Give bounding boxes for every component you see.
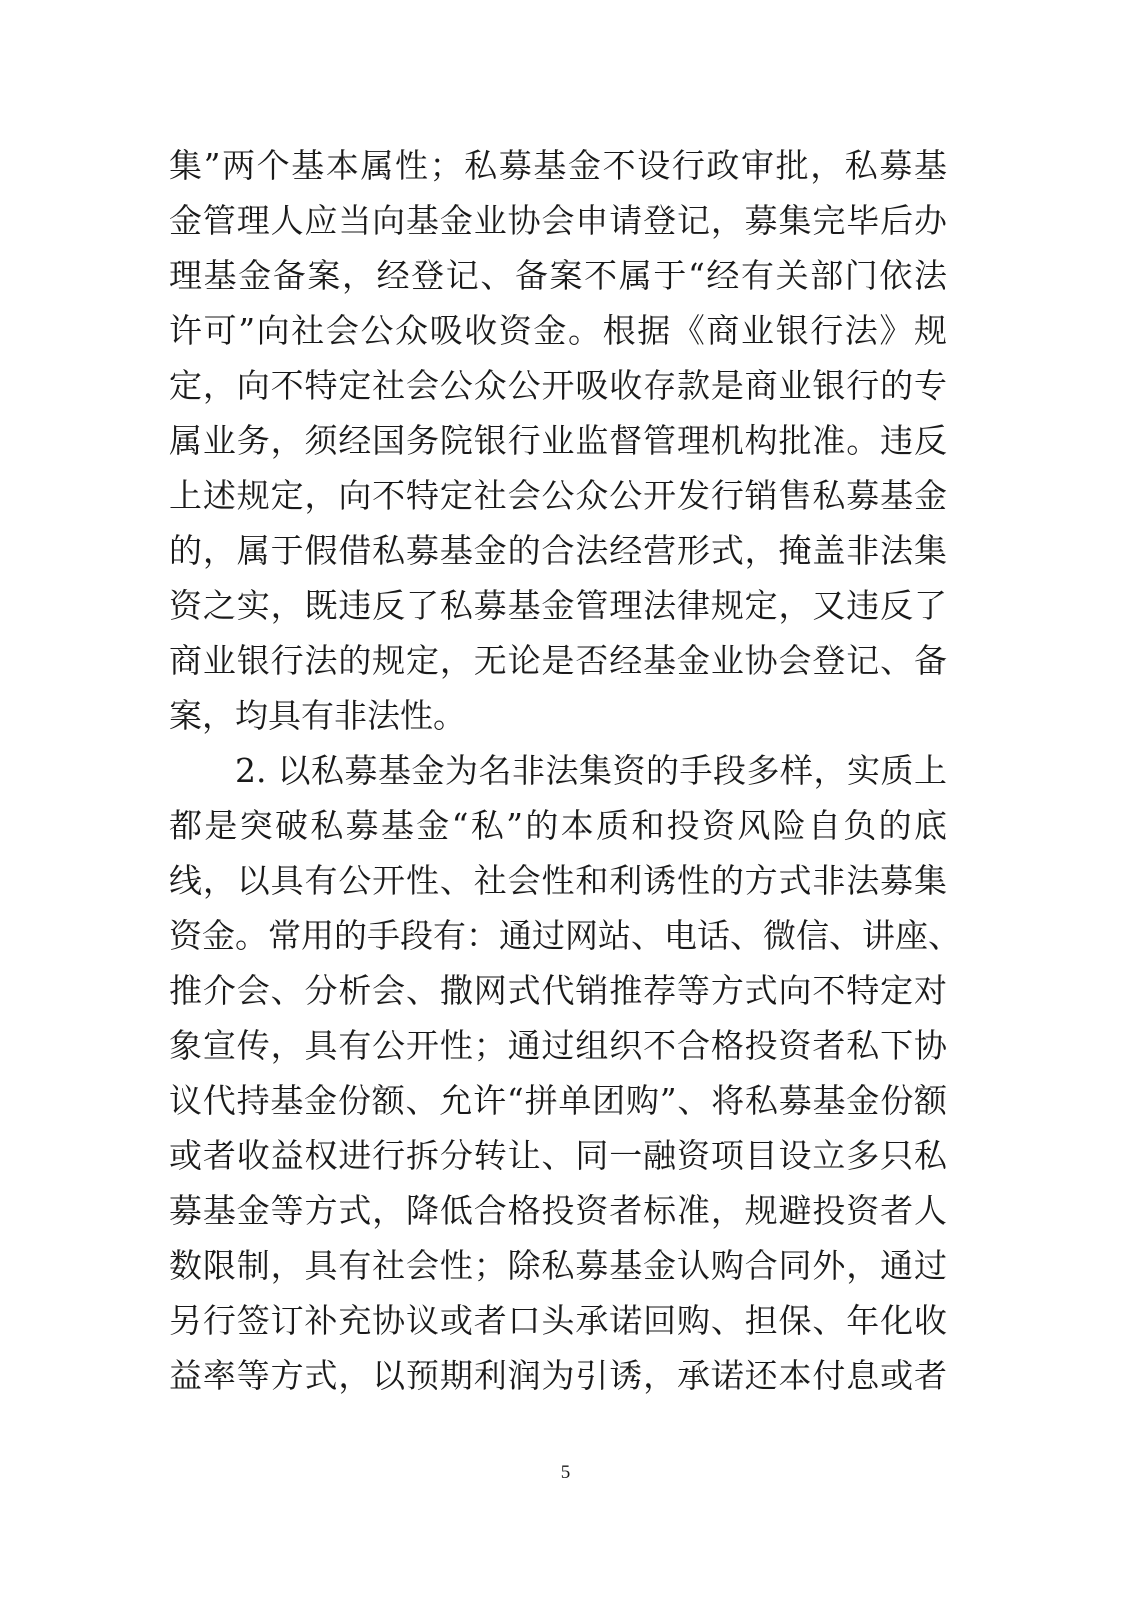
body-text-line: 另行签订补充协议或者口头承诺回购、担保、年化收 <box>169 1301 947 1340</box>
page-number: 5 <box>560 1462 571 1483</box>
body-text-line: 线，以具有公开性、社会性和利诱性的方式非法募集 <box>169 861 947 900</box>
body-text-line: 或者收益权进行拆分转让、同一融资项目设立多只私 <box>169 1136 947 1175</box>
body-text-line: 议代持基金份额、允许“拼单团购”、将私募基金份额 <box>169 1081 947 1120</box>
body-text-line: 资之实，既违反了私募基金管理法律规定，又违反了 <box>169 586 947 625</box>
body-text-line: 推介会、分析会、撒网式代销推荐等方式向不特定对 <box>169 971 947 1010</box>
body-text-line: 许可”向社会公众吸收资金。根据《商业银行法》规 <box>169 311 947 350</box>
body-text-line: 募基金等方式，降低合格投资者标准，规避投资者人 <box>169 1191 947 1230</box>
body-text-line: 的，属于假借私募基金的合法经营形式，掩盖非法集 <box>169 531 947 570</box>
body-text-line: 象宣传，具有公开性；通过组织不合格投资者私下协 <box>169 1026 947 1065</box>
body-text-line: 上述规定，向不特定社会公众公开发行销售私募基金 <box>169 476 947 515</box>
paragraph-2-first-line: 2. 以私募基金为名非法集资的手段多样，实质上 <box>235 751 947 790</box>
body-text-line: 商业银行法的规定，无论是否经基金业协会登记、备 <box>169 641 947 680</box>
body-text-line: 资金。常用的手段有：通过网站、电话、微信、讲座、 <box>169 916 961 955</box>
body-text-line: 益率等方式，以预期利润为引诱，承诺还本付息或者 <box>169 1356 947 1395</box>
body-text-line: 定，向不特定社会公众公开吸收存款是商业银行的专 <box>169 366 947 405</box>
body-text-line: 属业务，须经国务院银行业监督管理机构批准。违反 <box>169 421 947 460</box>
body-text-line: 金管理人应当向基金业协会申请登记，募集完毕后办 <box>169 201 947 240</box>
body-text-line: 理基金备案，经登记、备案不属于“经有关部门依法 <box>169 256 947 295</box>
body-text-line: 案，均具有非法性。 <box>169 696 466 735</box>
body-text-line: 集”两个基本属性；私募基金不设行政审批，私募基 <box>169 146 947 185</box>
body-text-line: 都是突破私募基金“私”的本质和投资风险自负的底 <box>169 806 947 845</box>
body-text-line: 数限制，具有社会性；除私募基金认购合同外，通过 <box>169 1246 947 1285</box>
